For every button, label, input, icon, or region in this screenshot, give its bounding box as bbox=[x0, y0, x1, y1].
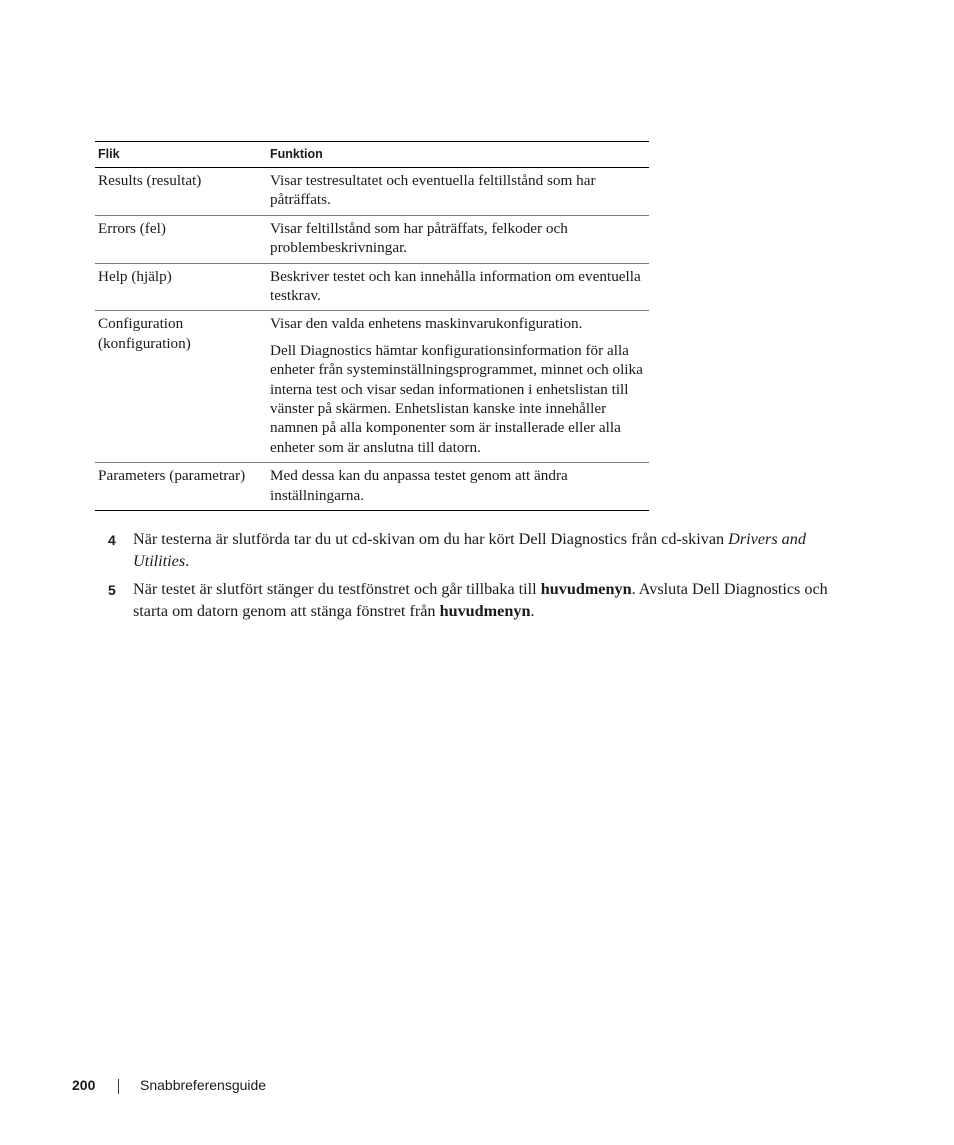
step-text-end: . bbox=[185, 551, 190, 570]
function-cell bbox=[267, 463, 649, 511]
table-header-row bbox=[95, 142, 649, 168]
tab-name-cell: Configuration (konfiguration) bbox=[95, 311, 267, 463]
step-item bbox=[108, 579, 860, 622]
function-text: Visar den valda enhetens maskinvarukonfiguration. bbox=[270, 315, 583, 333]
step-text: När testerna är slutförda tar du ut cd-skivan om du har kört Dell Diagnostics från cd-skivan bbox=[133, 530, 729, 548]
footer-separator bbox=[118, 1079, 119, 1094]
guide-title: Snabbreferensguide bbox=[140, 1077, 267, 1093]
table-row bbox=[95, 263, 649, 311]
table-row bbox=[95, 168, 649, 216]
tab-name-cell: Parameters (parametrar) bbox=[95, 463, 267, 511]
function-text: Beskriver testet och kan innehålla information om eventuella testkrav. bbox=[270, 267, 641, 305]
tab-function-table bbox=[95, 141, 649, 511]
function-text: Visar feltillstånd som har påträffats, felkoder och problembeskrivningar. bbox=[270, 219, 568, 257]
page-number: 200 bbox=[72, 1077, 96, 1093]
table-row bbox=[95, 463, 649, 511]
step-bold-text: huvudmenyn bbox=[540, 580, 632, 598]
step-number: 4 bbox=[108, 532, 116, 548]
table-row bbox=[95, 215, 649, 263]
step-italic-text: Drivers and Utilities bbox=[133, 530, 806, 570]
step-list bbox=[108, 529, 860, 629]
function-cell bbox=[267, 311, 649, 463]
function-text: Med dessa kan du anpassa testet genom att ändra inställningarna. bbox=[270, 467, 568, 504]
table-row bbox=[95, 311, 649, 463]
tab-name-cell: Help (hjälp) bbox=[95, 263, 267, 311]
step-text: När testet är slutfört stänger du testfönstret och går tillbaka till bbox=[133, 580, 541, 598]
header-flik: Flik bbox=[95, 142, 267, 168]
step-number: 5 bbox=[108, 582, 116, 598]
header-funktion: Funktion bbox=[267, 142, 649, 168]
tab-name-cell: Errors (fel) bbox=[95, 215, 267, 263]
tab-name-cell: Results (resultat) bbox=[95, 168, 267, 216]
step-item bbox=[108, 529, 860, 572]
function-cell bbox=[267, 215, 649, 263]
step-text-middle: . Avsluta Dell Diagnostics och starta om datorn genom att stänga fönstret från bbox=[133, 580, 828, 620]
step-text-end: . bbox=[530, 601, 535, 620]
function-cell bbox=[267, 263, 649, 311]
function-cell bbox=[267, 168, 649, 216]
table bbox=[95, 141, 649, 511]
function-text: Visar testresultatet och eventuella feltillstånd som har påträffats. bbox=[270, 172, 596, 209]
step-bold-text: huvudmenyn bbox=[439, 601, 531, 620]
function-text: Dell Diagnostics hämtar konfigurationsinformation för alla enheter från systeminställningsprogrammet, minnet och olika interna test och visar sedan informationen i enhetslistan till vänster på skärmen. Enhetslistan kanske inte innehåller namnen på alla komponenter som är installerade eller alla enheter som är anslutna till datorn. bbox=[270, 341, 643, 456]
